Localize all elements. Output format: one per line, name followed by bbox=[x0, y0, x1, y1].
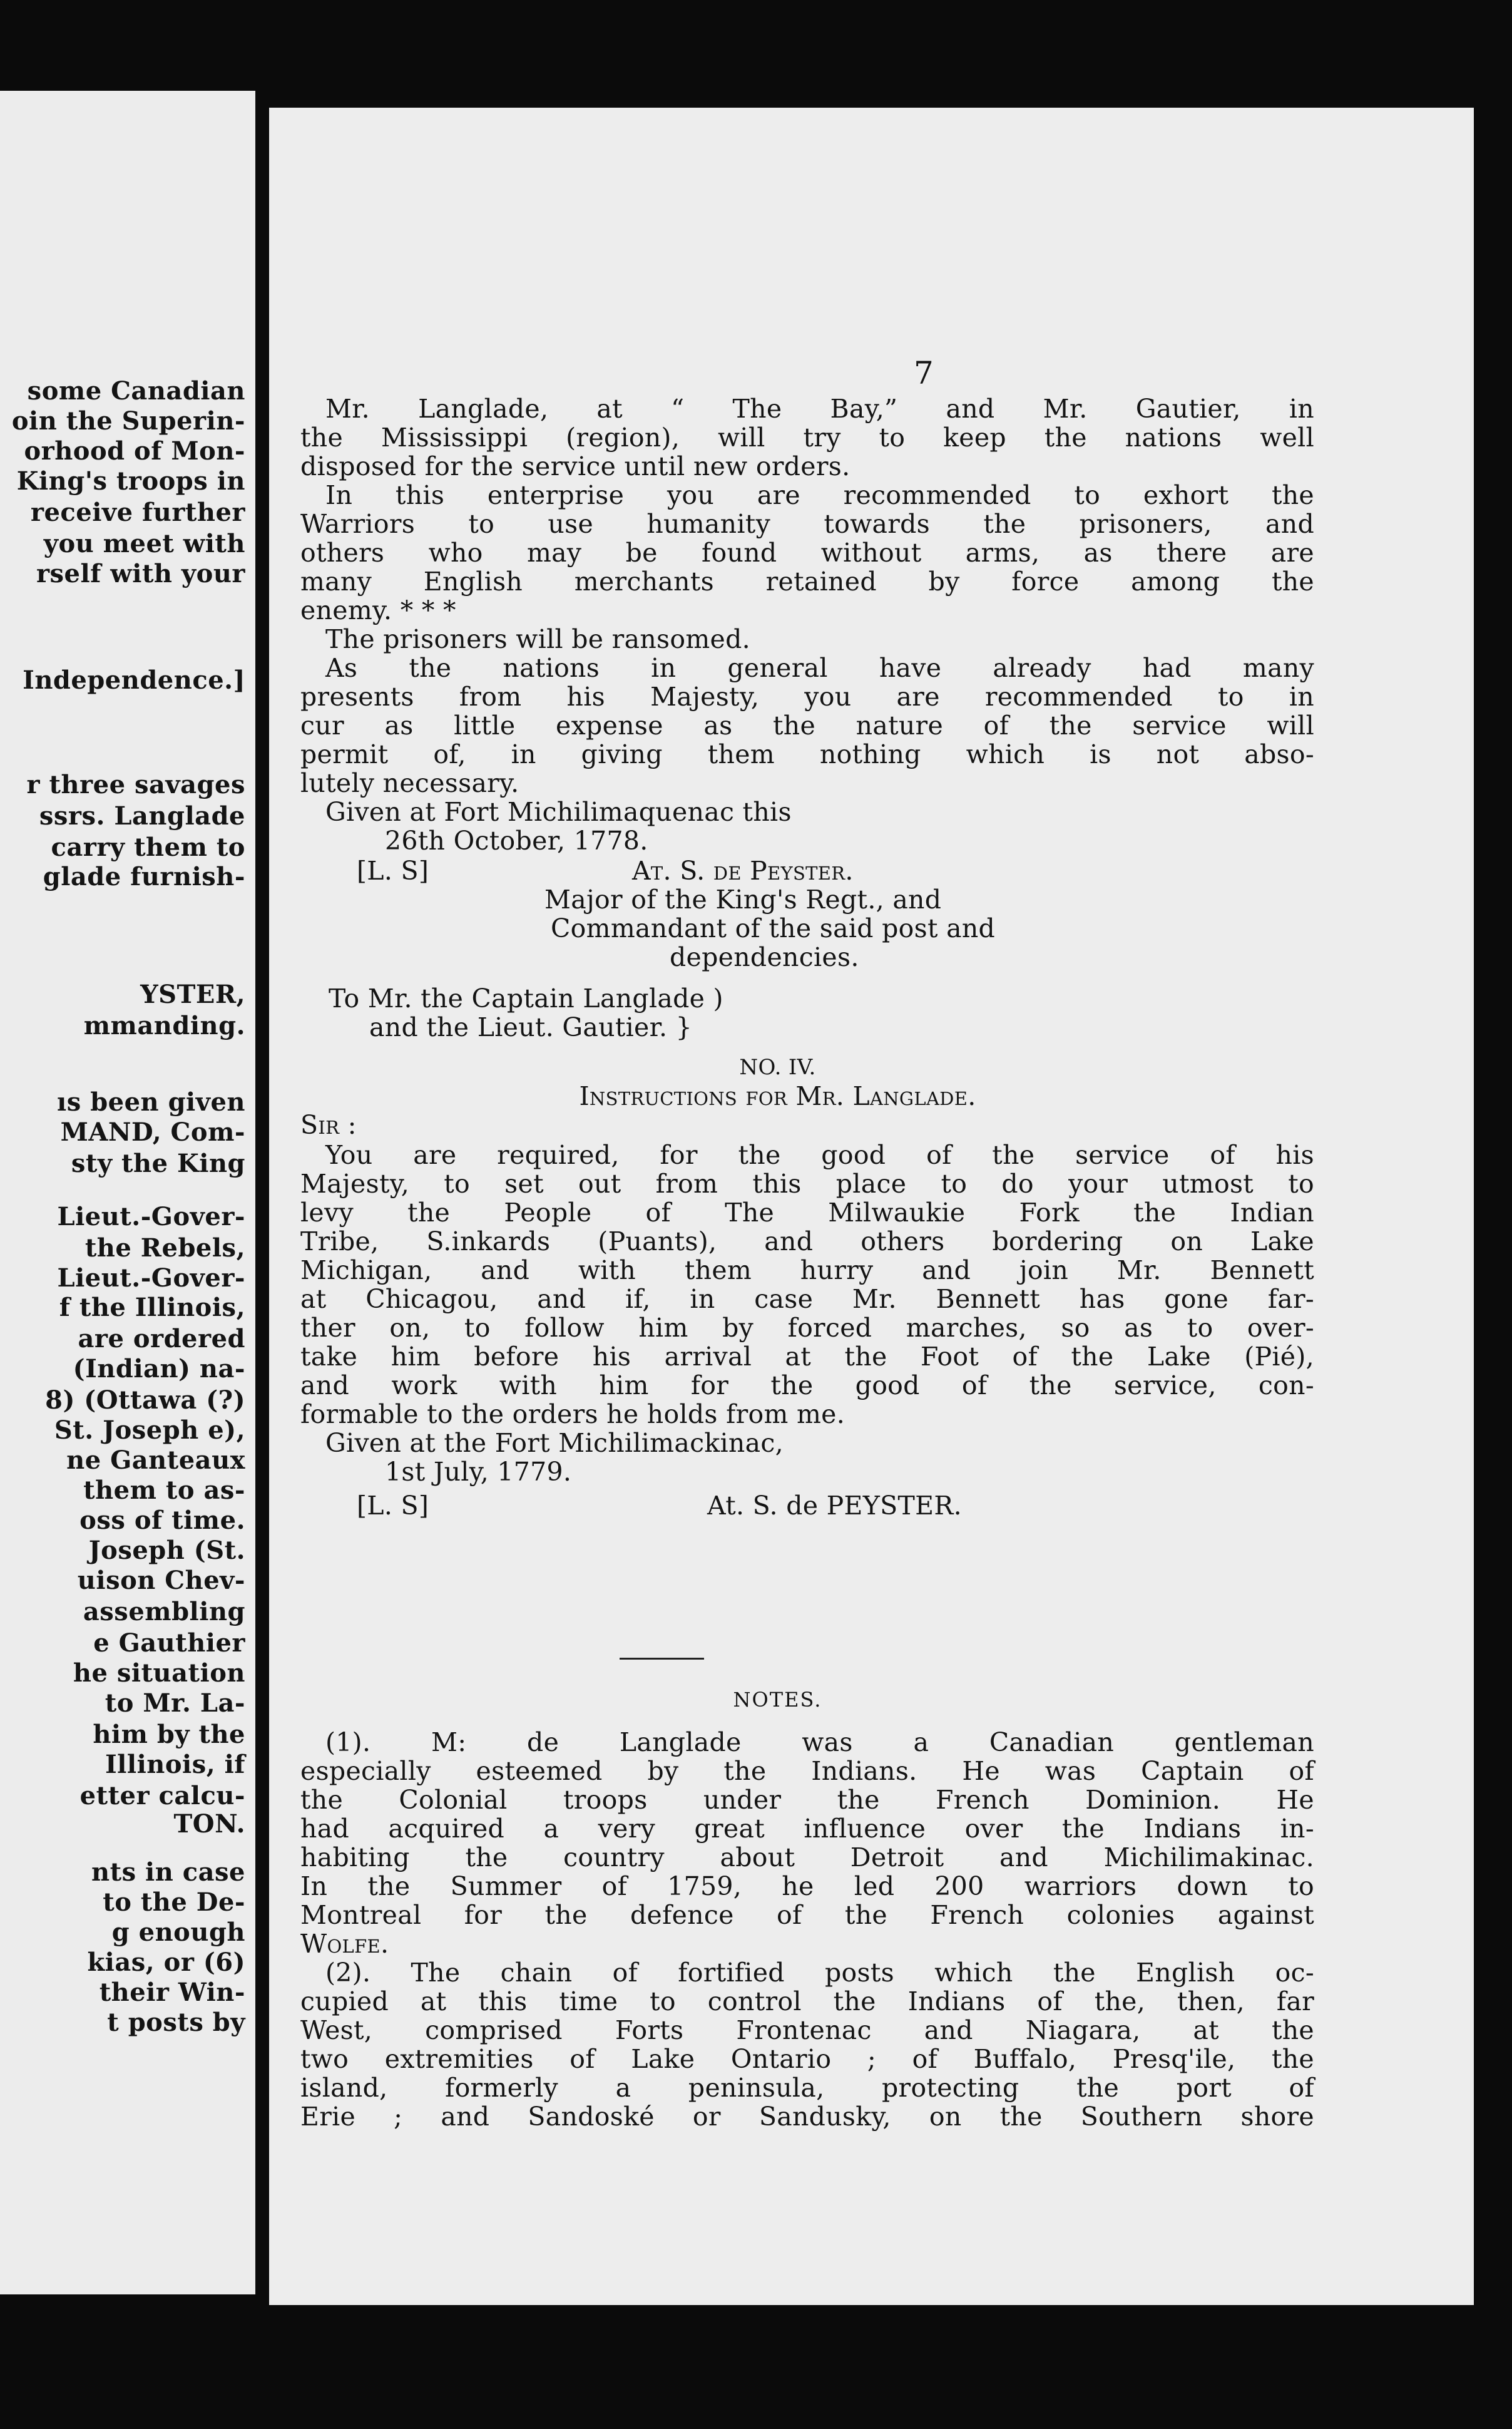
left-text-line: oin the Superin- bbox=[11, 406, 245, 436]
text-line: had acquired a very great influence over the Indians in- bbox=[300, 1814, 1314, 1844]
left-text-line: carry them to bbox=[51, 833, 245, 862]
right-page bbox=[269, 108, 1474, 2305]
seal: [L. S] bbox=[357, 856, 429, 886]
date-line: 26th October, 1778. bbox=[385, 826, 648, 856]
text-line: Tribe, S.inkards (Puants), and others bordering on Lake bbox=[300, 1226, 1314, 1256]
left-text-line: YSTER, bbox=[140, 980, 245, 1009]
left-text-line: he situation bbox=[73, 1658, 245, 1688]
text-line: ther on, to follow him by forced marches, so as to over- bbox=[300, 1313, 1314, 1343]
left-text-line: ssrs. Langlade bbox=[39, 801, 245, 831]
text-line: at Chicagou, and if, in case Mr. Bennett has gone far- bbox=[300, 1284, 1314, 1314]
left-text-line: kias, or (6) bbox=[87, 1948, 245, 1977]
left-text-line: Independence.] bbox=[23, 665, 245, 695]
seal: [L. S] bbox=[357, 1491, 429, 1521]
date-line: 1st July, 1779. bbox=[385, 1457, 572, 1487]
text-line: You are required, for the good of the service of his bbox=[325, 1140, 1314, 1170]
book-gutter bbox=[255, 0, 269, 2429]
text-line: habiting the country about Detroit and Michilimakinac. bbox=[300, 1842, 1314, 1872]
left-text-line: are ordered bbox=[78, 1324, 245, 1353]
text-line: (2). The chain of fortified posts which the English oc- bbox=[325, 1958, 1314, 1988]
left-text-line: ne Ganteaux bbox=[66, 1446, 245, 1475]
text-line: levy the People of The Milwaukie Fork the Indian bbox=[300, 1198, 1314, 1228]
text-line: formable to the orders he holds from me. bbox=[300, 1399, 845, 1429]
left-text-line: Illinois, if bbox=[105, 1750, 245, 1779]
left-text-line: g enough bbox=[111, 1918, 245, 1947]
signature: At. S. de Peyster. bbox=[632, 856, 854, 886]
left-text-line: uison Chev- bbox=[77, 1566, 245, 1595]
left-text-line: Joseph (St. bbox=[88, 1536, 245, 1565]
signature: At. S. de PEYSTER. bbox=[707, 1491, 962, 1521]
left-text-line: some Canadian bbox=[27, 376, 245, 406]
left-text-line: him by the bbox=[93, 1720, 245, 1749]
left-text-line: their Win- bbox=[99, 1978, 245, 2007]
left-text-line: r three savages bbox=[26, 770, 245, 799]
signature-title: Major of the King's Regt., and bbox=[544, 885, 942, 915]
text-line: disposed for the service until new orders. bbox=[300, 451, 850, 481]
text-line: island, formerly a peninsula, protecting the port of bbox=[300, 2073, 1314, 2103]
page-number: 7 bbox=[914, 355, 934, 391]
text-line: especially esteemed by the Indians. He was Captain of bbox=[300, 1756, 1314, 1786]
left-text-line: etter calcu- bbox=[79, 1781, 245, 1810]
left-text-line: King's troops in bbox=[16, 466, 245, 496]
signature-title: Commandant of the said post and bbox=[551, 913, 996, 943]
left-text-line: you meet with bbox=[43, 529, 245, 558]
addressee-line: To Mr. the Captain Langlade ) bbox=[329, 983, 723, 1014]
left-text-line: mmanding. bbox=[83, 1011, 245, 1040]
left-text-line: sty the King bbox=[71, 1149, 245, 1178]
left-text-line: them to as- bbox=[83, 1476, 245, 1505]
text-line: (1). M: de Langlade was a Canadian gentleman bbox=[325, 1727, 1314, 1757]
left-text-line: 8) (Ottawa (?) bbox=[45, 1385, 245, 1415]
text-line: presents from his Majesty, you are recommended to in bbox=[300, 682, 1314, 712]
text-line: the Colonial troops under the French Dominion. He bbox=[300, 1785, 1314, 1815]
left-text-line: to Mr. La- bbox=[105, 1688, 245, 1718]
text-line: take him before his arrival at the Foot of the Lake (Pié), bbox=[300, 1342, 1314, 1372]
left-text-line: ıs been given bbox=[57, 1087, 245, 1117]
left-page-fragment bbox=[0, 91, 255, 2294]
text-line: In the Summer of 1759, he led 200 warriors down to bbox=[300, 1871, 1314, 1901]
left-text-line: the Rebels, bbox=[84, 1233, 245, 1263]
left-text-line: t posts by bbox=[107, 2008, 245, 2037]
text-line: cupied at this time to control the Indians of the, then, far bbox=[300, 1986, 1314, 2016]
notes-heading: NOTES. bbox=[733, 1688, 822, 1712]
left-text-line: Lieut.-Gover- bbox=[57, 1263, 245, 1293]
text-line: Majesty, to set out from this place to do your utmost to bbox=[300, 1169, 1314, 1199]
given-line: Given at the Fort Michilimackinac, bbox=[325, 1428, 784, 1458]
left-text-line: f the Illinois, bbox=[59, 1293, 245, 1322]
addressee-line: and the Lieut. Gautier. } bbox=[369, 1012, 693, 1042]
left-text-line: Lieut.-Gover- bbox=[57, 1202, 245, 1231]
text-line: Montreal for the defence of the French colonies against bbox=[300, 1900, 1314, 1930]
text-line: In this enterprise you are recommended to exhort the bbox=[325, 480, 1314, 510]
text-line: Warriors to use humanity towards the prisoners, and bbox=[300, 509, 1314, 539]
left-text-line: TON. bbox=[173, 1809, 245, 1839]
salutation: Sir : bbox=[300, 1110, 357, 1140]
text-line: others who may be found without arms, as there are bbox=[300, 538, 1314, 568]
left-text-line: glade furnish- bbox=[43, 862, 245, 891]
text-line: the Mississippi (region), will try to keep the nations well bbox=[300, 423, 1314, 453]
text-line: permit of, in giving them nothing which is not abso- bbox=[300, 739, 1314, 769]
given-line: Given at Fort Michilimaquenac this bbox=[325, 797, 792, 827]
left-text-line: nts in case bbox=[91, 1857, 245, 1887]
left-text-line: orhood of Mon- bbox=[24, 436, 245, 466]
left-text-line: (Indian) na- bbox=[73, 1354, 245, 1384]
left-text-line: assembling bbox=[83, 1597, 245, 1626]
text-line: many English merchants retained by force among the bbox=[300, 567, 1314, 597]
text-line: Erie ; and Sandoské or Sandusky, on the Southern shore bbox=[300, 2102, 1314, 2132]
text-line: West, comprised Forts Frontenac and Niagara, at the bbox=[300, 2015, 1314, 2045]
left-text-line: St. Joseph e), bbox=[54, 1415, 245, 1445]
left-text-line: MAND, Com- bbox=[60, 1117, 245, 1147]
text-line: Mr. Langlade, at “ The Bay,” and Mr. Gautier, in bbox=[325, 394, 1314, 424]
left-text-line: rself with your bbox=[36, 559, 245, 588]
left-text-line: receive further bbox=[30, 498, 245, 527]
text-line: Michigan, and with them hurry and join Mr. Bennett bbox=[300, 1255, 1314, 1285]
text-line: The prisoners will be ransomed. bbox=[325, 624, 750, 654]
text-line: Wolfe. bbox=[300, 1929, 389, 1959]
section-heading: Instructions for Mr. Langlade. bbox=[579, 1081, 976, 1111]
text-line: lutely necessary. bbox=[300, 768, 519, 798]
left-text-line: e Gauthier bbox=[93, 1628, 245, 1658]
text-line: As the nations in general have already had many bbox=[325, 653, 1314, 683]
left-text-line: to the De- bbox=[103, 1887, 245, 1917]
text-line: two extremities of Lake Ontario ; of Buffalo, Presq'ile, the bbox=[300, 2044, 1314, 2074]
signature-title: dependencies. bbox=[670, 942, 859, 972]
left-text-line: oss of time. bbox=[79, 1506, 245, 1535]
text-line: and work with him for the good of the service, con- bbox=[300, 1370, 1314, 1400]
text-line: enemy. * * * bbox=[300, 595, 456, 625]
text-line: cur as little expense as the nature of the service will bbox=[300, 711, 1314, 741]
section-number: NO. IV. bbox=[739, 1055, 816, 1080]
separator-rule bbox=[620, 1658, 704, 1660]
